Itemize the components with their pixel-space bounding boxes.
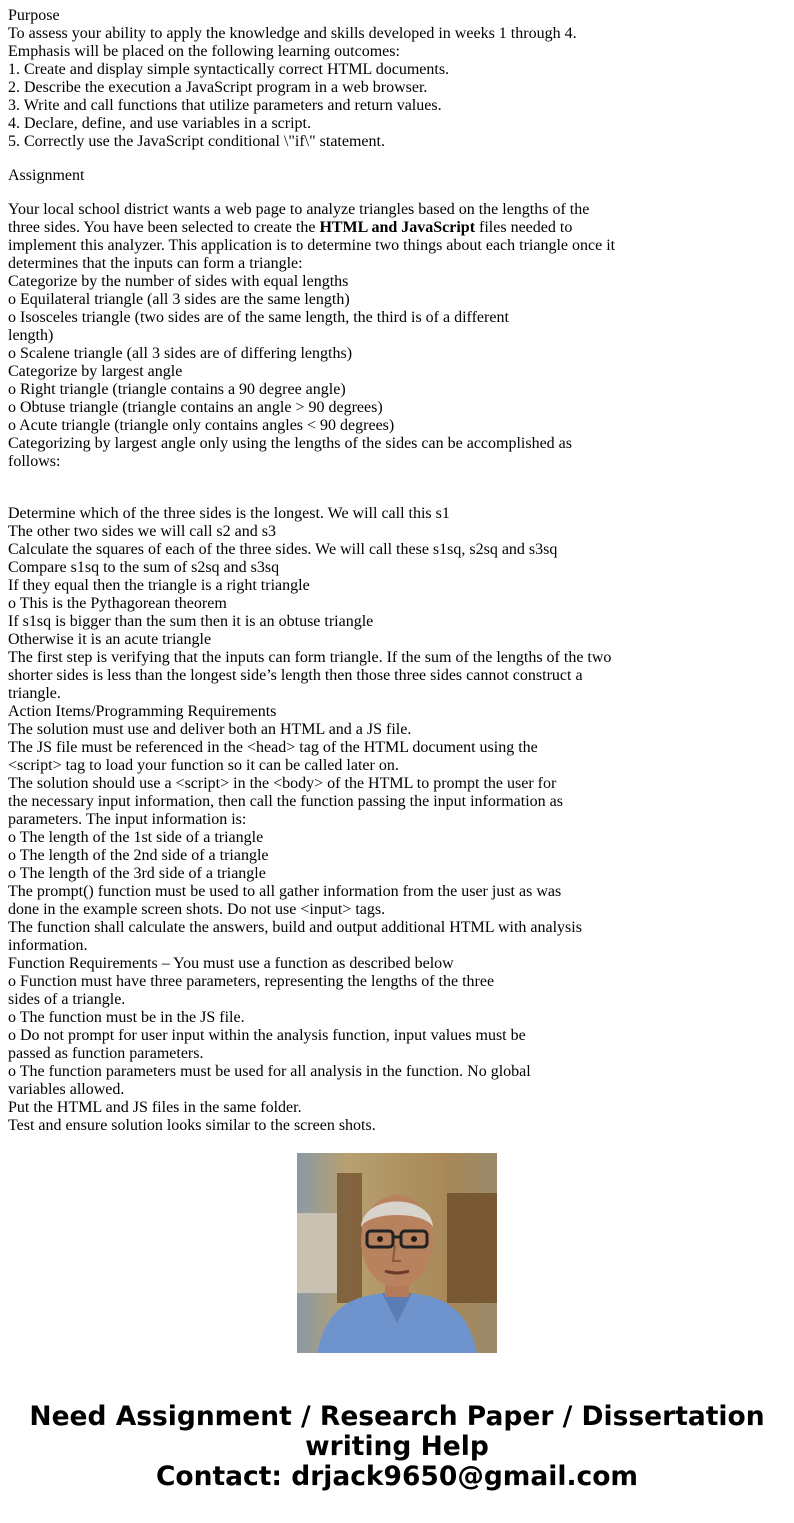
text-line: o Equilateral triangle (all 3 sides are the same length) — [8, 291, 350, 308]
text-line: 3. Write and call functions that utilize parameters and return values. — [8, 97, 442, 114]
intro-line-emphasis: three sides. You have been selected to create the HTML and JavaScript files needed to — [8, 219, 573, 236]
requirements-text — [8, 505, 788, 1135]
text-line: If s1sq is bigger than the sum then it is an obtuse triangle — [8, 613, 374, 630]
text-line: Emphasis will be placed on the following learning outcomes: — [8, 43, 400, 60]
text-line: 1. Create and display simple syntactically correct HTML documents. — [8, 61, 450, 78]
text-line: If they equal then the triangle is a right triangle — [8, 577, 310, 594]
text-line: Categorizing by largest angle only using the lengths of the sides can be accomplished as — [8, 435, 573, 452]
text-line: Function Requirements – You must use a function as described below — [8, 955, 454, 972]
text-line: o Isosceles triangle (two sides are of the same length, the third is of a different — [8, 309, 509, 326]
author-avatar — [297, 1153, 497, 1353]
text-line: <script> tag to load your function so it can be called later on. — [8, 757, 399, 774]
text-line: The first step is verifying that the inputs can form triangle. If the sum of the lengths of the two — [8, 649, 612, 666]
text-line: The solution should use a <script> in the <body> of the HTML to prompt the user for — [8, 775, 557, 792]
text-line: Otherwise it is an acute triangle — [8, 631, 212, 648]
intro-line: Your local school district wants a web page to analyze triangles based on the lengths of the — [8, 201, 590, 218]
text-line: the necessary input information, then call the function passing the input information as — [8, 793, 563, 810]
text-line: passed as function parameters. — [8, 1045, 204, 1062]
text-line: o Function must have three parameters, representing the lengths of the three — [8, 973, 495, 990]
text-line: 5. Correctly use the JavaScript conditional \"if\" statement. — [8, 133, 385, 150]
text-line: Action Items/Programming Requirements — [8, 703, 277, 720]
text-line: The function shall calculate the answers, build and output additional HTML with analysis — [8, 919, 582, 936]
text-line: o Acute triangle (triangle only contains angles < 90 degrees) — [8, 417, 395, 434]
text-line: o The length of the 3rd side of a triangle — [8, 865, 266, 882]
text-line: o The function parameters must be used for all analysis in the function. No global — [8, 1063, 531, 1080]
text-line: 2. Describe the execution a JavaScript program in a web browser. — [8, 79, 428, 96]
text-line: o Do not prompt for user input within the analysis function, input values must be — [8, 1027, 526, 1044]
text-line: o Scalene triangle (all 3 sides are of differing lengths) — [8, 345, 353, 362]
text-line: Test and ensure solution looks similar to the screen shots. — [8, 1117, 376, 1134]
text-line: Put the HTML and JS files in the same folder. — [8, 1099, 302, 1116]
text-line: o Right triangle (triangle contains a 90 degree angle) — [8, 381, 346, 398]
promo-line: Need Assignment / Research Paper / Dissertation — [29, 1401, 765, 1432]
text-line: parameters. The input information is: — [8, 811, 247, 828]
promo-banner — [0, 1402, 794, 1492]
text-line: Determine which of the three sides is the longest. We will call this s1 — [8, 505, 450, 522]
text-line: sides of a triangle. — [8, 991, 126, 1008]
text-line: triangle. — [8, 685, 61, 702]
text-line: Categorize by largest angle — [8, 363, 183, 380]
text-line: determines that the inputs can form a triangle: — [8, 255, 303, 272]
text-line: The solution must use and deliver both an HTML and a JS file. — [8, 721, 412, 738]
text-line: o This is the Pythagorean theorem — [8, 595, 227, 612]
purpose-heading: Purpose — [8, 7, 60, 24]
text-line: shorter sides is less than the longest side’s length then those three sides cannot construct a — [8, 667, 583, 684]
text-line: done in the example screen shots. Do not use <input> tags. — [8, 901, 386, 918]
promo-line: writing Help — [305, 1431, 489, 1462]
text-line: information. — [8, 937, 88, 954]
purpose-text — [8, 25, 788, 151]
html-js-bold-text: HTML and JavaScript — [319, 219, 476, 236]
assignment-heading: Assignment — [8, 167, 85, 184]
promo-contact: Contact: drjack9650@gmail.com — [155, 1461, 639, 1492]
text-line: 4. Declare, define, and use variables in a script. — [8, 115, 311, 132]
text-line: Categorize by the number of sides with equal lengths — [8, 273, 349, 290]
text-line: o Obtuse triangle (triangle contains an angle > 90 degrees) — [8, 399, 383, 416]
text-line: o The length of the 1st side of a triangle — [8, 829, 264, 846]
text-line: length) — [8, 327, 54, 344]
triangle-categories-text — [8, 237, 788, 471]
text-line: o The function must be in the JS file. — [8, 1009, 245, 1026]
text-line: follows: — [8, 453, 61, 470]
text-line: o The length of the 2nd side of a triangle — [8, 847, 269, 864]
assignment-document — [8, 7, 788, 1134]
text-line: Calculate the squares of each of the three sides. We will call these s1sq, s2sq and s3sq — [8, 541, 558, 558]
text-line: The other two sides we will call s2 and s3 — [8, 523, 276, 540]
text-line: To assess your ability to apply the knowledge and skills developed in weeks 1 through 4. — [8, 25, 577, 42]
text-line: variables allowed. — [8, 1081, 125, 1098]
text-line: The JS file must be referenced in the <head> tag of the HTML document using the — [8, 739, 538, 756]
text-line: The prompt() function must be used to all gather information from the user just as was — [8, 883, 562, 900]
portrait-photo-icon — [297, 1153, 497, 1353]
text-line: Compare s1sq to the sum of s2sq and s3sq — [8, 559, 280, 576]
text-line: implement this analyzer. This application is to determine two things about each triangle once it — [8, 237, 616, 254]
